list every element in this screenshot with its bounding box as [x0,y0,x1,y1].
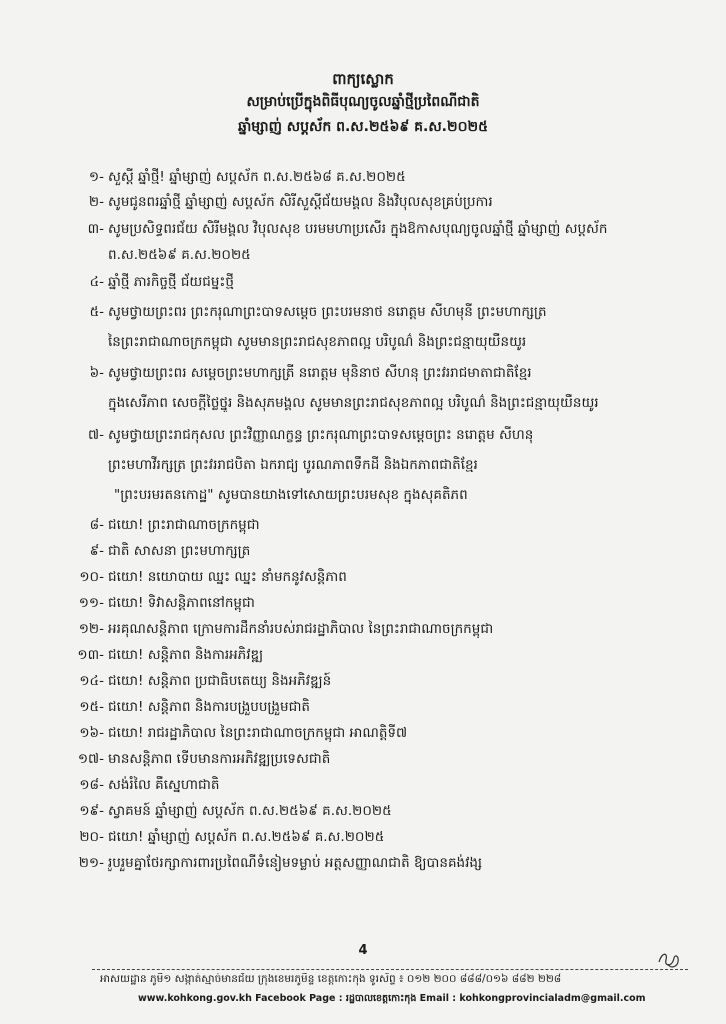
slogan-text: ជយោ! រាជរដ្ឋាភិបាល នៃព្រះរាជាណាចក្រកម្ពុជា អាណត្តិទី៧ [108,725,408,741]
slogan-number: ១- [88,169,104,185]
slogan-text-continued: ក្នុងសេរីភាព សេចក្តីថ្លៃថ្នូរ និងសុភមង្គល សូមមានព្រះរាជសុខភាពល្អ បរិបូណ៌ និងព្រះជន្មាយុយឺនយូរ [108,395,599,411]
slogan-text: អរគុណសន្តិភាព ក្រោមការដឹកនាំរបស់រាជរដ្ឋាភិបាល នៃព្រះរាជាណាចក្រកម្ពុជា [108,621,494,637]
slogan-text-continued: ព្រះមហាវីរក្សត្រ ព្រះវររាជបិតា ឯករាជ្យ បូរណភាពទឹកដី និងឯកភាពជាតិខ្មែរ [108,457,478,473]
slogan-text-continued: "ព្រះបរមរតនកោដ្ឋ" សូមបានយាងទៅសោយព្រះបរមសុខ ក្នុងសុគតិភព [114,487,468,503]
document-subtitle: សម្រាប់ប្រើក្នុងពិធីបុណ្យចូលឆ្នាំថ្មីប្រពៃណីជាតិ [246,94,480,110]
slogan-number: ១៣- [77,647,104,663]
slogan-number: ១៥- [79,699,104,715]
slogan-number: ១០- [79,569,104,585]
slogan-number: ១៨- [79,777,104,793]
slogan-text: ជយោ! សន្តិភាព និងការបង្រួបបង្រួមជាតិ [108,699,310,715]
slogan-text: សូមថ្វាយព្រះរាជកុសល ព្រះវិញ្ញាណក្ខន្ធ ព្រះករុណាព្រះបាទសម្តេចព្រះ នរោត្តម សីហនុ [108,427,534,443]
slogan-text-continued: ព.ស.២៥៦៩ គ.ស.២០២៥ [108,247,251,263]
slogan-number: ១៩- [79,803,104,819]
slogan-number: ៧- [88,427,104,443]
slogan-text: ជយោ! សន្តិភាព ប្រជាធិបតេយ្យ និងអភិវឌ្ឍន៍ [108,673,332,689]
footer-address: អាសយដ្ឋាន ភូមិ១ សង្កាត់ស្មាច់មានជ័យ ក្រុងខេមរភូមិន្ទ ខេត្តកោះកុង ទូរស័ព្ទ ៖ ០១២ ២០០ ៨៨៨/០១៦ ៨៨២ ២២៨ [100,973,562,985]
slogan-number: ៩- [89,543,104,559]
slogan-number: ២- [88,194,104,210]
slogan-number: ១៧- [77,751,104,767]
slogan-text: សូមថ្វាយព្រះពរ ព្រះករុណាព្រះបាទសម្តេច ព្រះបរមនាថ នរោត្តម សីហមុនី ព្រះមហាក្សត្រ [108,304,547,320]
document-year-line: ឆ្នាំម្សាញ់ សប្តស័ក ព.ស.២៥៦៩ គ.ស.២០២៥ [237,119,489,135]
slogan-number: ៥- [89,304,104,320]
slogan-text: សួស្តី ឆ្នាំថ្មី! ឆ្នាំម្សាញ់ សប្តស័ក ព.ស.២៥៦៨ គ.ស.២០២៥ [108,169,406,185]
slogan-number: ១៦- [79,725,104,741]
slogan-text: ជយោ! សន្តិភាព និងការអភិវឌ្ឍ [108,647,264,663]
slogan-number: ១១- [78,595,104,611]
slogan-number: ៦- [89,365,104,381]
slogan-number: ២០- [79,829,104,845]
slogan-text: សូមថ្វាយព្រះពរ សម្តេចព្រះមហាក្សត្រី នរោត្តម មុនិនាថ សីហនុ ព្រះវររាជមាតាជាតិខ្មែរ [108,365,532,381]
slogan-text: ជយោ! ទិវាសន្តិភាពនៅកម្ពុជា [108,595,255,611]
slogan-text: សូមជូនពរឆ្នាំថ្មី ឆ្នាំម្សាញ់ សប្តស័ក សិរីសួស្តីជ័យមង្គល និងវិបុលសុខគ្រប់ប្រការ [108,194,493,210]
footer-divider [92,969,688,970]
footer-contact: www.kohkong.gov.kh Facebook Page : រដ្ឋបាលខេត្តកោះកុង Email : kohkongprovincialadm@gmail.com [138,993,646,1004]
slogan-text: ជយោ! នយោបាយ ឈ្នះ ឈ្នះ នាំមកនូវសន្តិភាព [108,569,347,585]
slogan-number: ២១- [78,855,104,871]
document-title: ពាក្យស្លោក [332,70,394,88]
slogan-text: មានសន្តិភាព ទើបមានការអភិវឌ្ឍប្រទេសជាតិ [108,751,331,767]
slogan-number: ៣- [87,221,104,237]
slogan-text: ឆ្នាំថ្មី ភារកិច្ចថ្មី ជ័យជម្នះថ្មី [108,274,234,290]
slogan-text: ស្វាគមន៍ ឆ្នាំម្សាញ់ សប្តស័ក ព.ស.២៥៦៩ គ.ស.២០២៥ [108,803,392,819]
slogan-text: សូមប្រសិទ្ធពរជ័យ សិរីមង្គល វិបុលសុខ បរមមហាប្រសើរ ក្នុងឱកាសបុណ្យចូលឆ្នាំថ្មី ឆ្នាំម្សាញ់ សប្តស័ក [108,221,608,237]
slogan-text-continued: នៃព្រះរាជាណាចក្រកម្ពុជា សូមមានព្រះរាជសុខភាពល្អ បរិបូណ៌ និងព្រះជន្មាយុយឺនយូរ [108,334,527,350]
slogan-text: ជយោ! ព្រះរាជាណាចក្រកម្ពុជា [108,517,260,533]
slogan-text: ជយោ! ឆ្នាំម្សាញ់ សប្តស័ក ព.ស.២៥៦៩ គ.ស.២០២៥ [108,829,385,845]
slogan-text: ជាតិ សាសនា ព្រះមហាក្សត្រ [108,543,251,559]
page-number: 4 [358,943,368,958]
slogan-text: សង់រំលៃ គឺស្នេហាជាតិ [108,777,220,793]
slogan-text: រួបរួមគ្នាថែរក្សាការពារប្រពៃណីទំនៀមទម្លាប់ អត្តសញ្ញាណជាតិ ឱ្យបានគង់វង្ស [108,855,482,871]
slogan-number: ៤- [89,274,104,290]
slogan-number: ១៤- [79,673,104,689]
slogan-number: ១២- [78,621,104,637]
slogan-number: ៨- [89,517,104,533]
